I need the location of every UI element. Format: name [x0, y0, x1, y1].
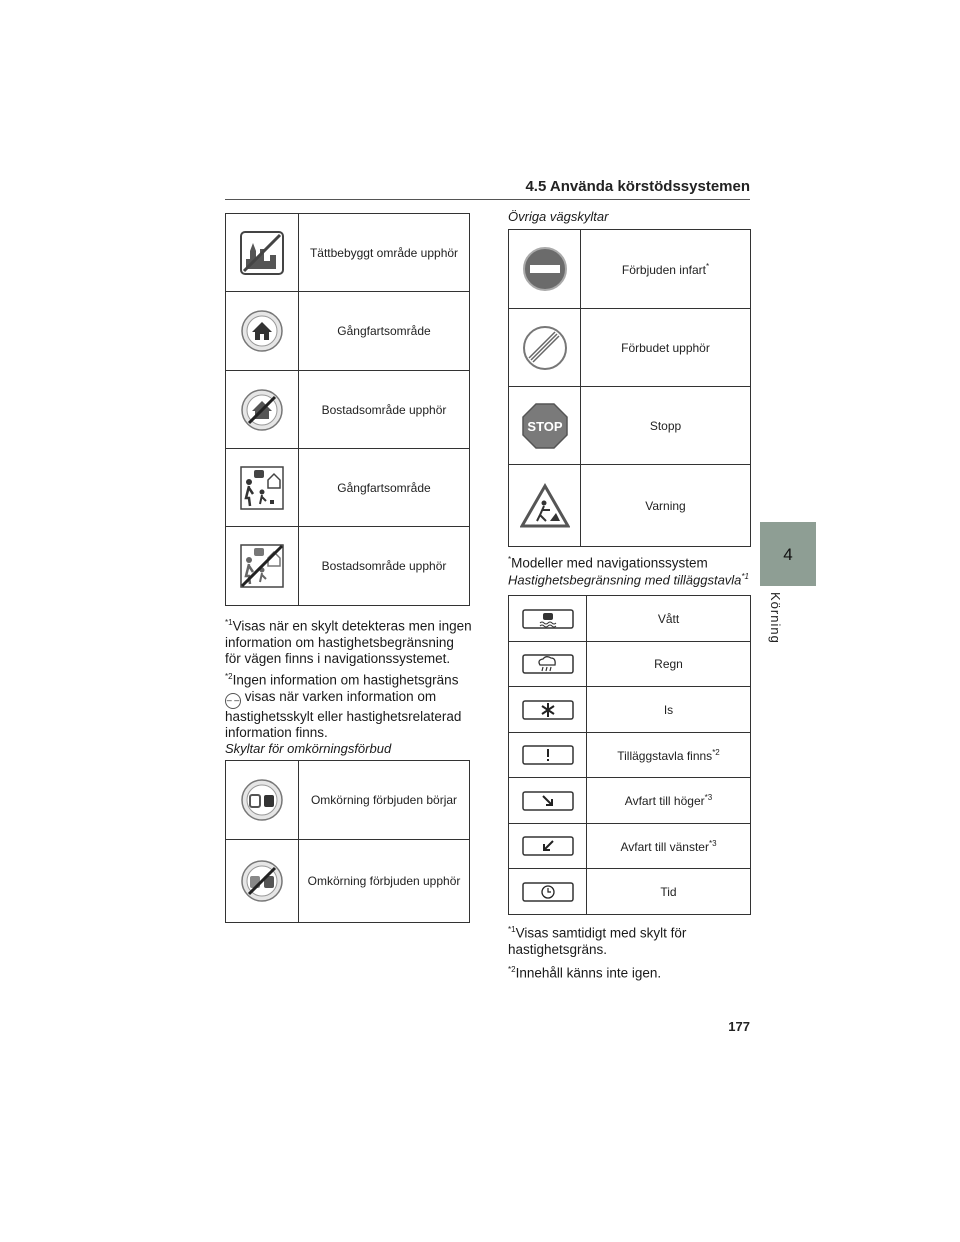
sign-icon-cell: [509, 465, 581, 547]
supplementary-plates-table: [508, 595, 751, 915]
sign-icon-cell: [509, 387, 581, 465]
clock-plate-icon: [522, 882, 574, 902]
navigation-footnote: [508, 552, 758, 572]
sign-icon-cell: [509, 230, 581, 309]
table-row: [226, 761, 470, 840]
sign-icon-cell: [509, 642, 587, 687]
sign-label: Stopp: [581, 387, 751, 465]
footnote-1-right: [508, 922, 758, 958]
sign-icon-cell: [226, 840, 299, 923]
table-row: [509, 687, 751, 733]
header-divider: [225, 199, 750, 200]
sign-label: Regn: [587, 642, 751, 687]
sign-label: Avfart till höger$^{*3}$: [587, 778, 751, 824]
sign-label: Bostadsområde upphör: [299, 371, 470, 449]
wet-road-plate-icon: [522, 609, 574, 629]
footnote-text: Modeller med navigationssystem: [511, 555, 708, 571]
overtaking-section-title: Skyltar för omkörningsförbud: [225, 741, 392, 756]
footnote-mark: *2: [225, 672, 233, 681]
footnote-mark: *2: [508, 965, 516, 974]
sign-label: Tättbebyggt område upphör: [299, 214, 470, 292]
sign-icon-cell: [509, 869, 587, 915]
sign-label: Tid: [587, 869, 751, 915]
sign-icon-cell: [509, 687, 587, 733]
sign-label: Varning: [581, 465, 751, 547]
sign-label: Omkörning förbjuden börjar: [299, 761, 470, 840]
footnote-text: Ingen information om hastighetsgräns: [232, 672, 459, 688]
sign-icon-cell: [509, 778, 587, 824]
footnote-text: Visas när en skylt detekteras men ingen information om hastighetsbegränsning för vägen finns i navigationssystemet.: [225, 618, 472, 666]
table-row: [226, 527, 470, 606]
sign-label: Bostadsområde upphör: [299, 527, 470, 606]
sign-icon-cell: [509, 733, 587, 778]
exit-right-arrow-plate-icon: [522, 791, 574, 811]
page-number: 177: [728, 1019, 750, 1034]
footnote-text: visas när varken information om hastighetsskylt eller hastighetsrelaterad information finns.: [225, 688, 462, 740]
exclamation-plate-icon: [522, 745, 574, 765]
sign-label: Förbjuden infart*: [581, 230, 751, 309]
table-row: [509, 465, 751, 547]
sign-icon-cell: [226, 371, 299, 449]
table-row: [226, 449, 470, 527]
footnote-1-left: [225, 615, 473, 667]
footnote-2-left: [225, 669, 473, 741]
other-signs-table: [508, 229, 751, 547]
sign-icon-cell: [226, 292, 299, 371]
table-row: [509, 309, 751, 387]
table-row: [226, 292, 470, 371]
table-row: [509, 869, 751, 915]
table-row: [509, 733, 751, 778]
footnote-mark: *1: [508, 925, 516, 934]
sign-label: Tilläggstavla finns$^{*2}$: [587, 733, 751, 778]
residential-area-end-crossed-sign-icon: [240, 544, 284, 588]
chapter-tab-label: Körning: [768, 592, 783, 644]
no-overtaking-sign-icon: [240, 778, 284, 822]
rain-plate-icon: [522, 654, 574, 674]
stop-sign-text: STOP: [526, 418, 563, 434]
end-of-restrictions-sign-icon: [522, 325, 568, 371]
table-row: [509, 642, 751, 687]
sign-label: Förbudet upphör: [581, 309, 751, 387]
urban-area-end-sign-icon: [240, 231, 284, 275]
sign-icon-cell: [226, 527, 299, 606]
sign-label: Vått: [587, 596, 751, 642]
walking-speed-zone-sign-icon: [240, 309, 284, 353]
footnote-2-right: [508, 962, 758, 982]
sign-icon-cell: [226, 761, 299, 840]
sign-label: Omkörning förbjuden upphör: [299, 840, 470, 923]
sign-icon-cell: [226, 214, 299, 292]
no-limit-info-icon: – –: [225, 693, 241, 709]
sign-label: Avfart till vänster$^{*3}$: [587, 824, 751, 869]
sign-label: Is: [587, 687, 751, 733]
table-row: [509, 230, 751, 309]
exit-left-arrow-plate-icon: [522, 836, 574, 856]
ice-snowflake-plate-icon: [522, 700, 574, 720]
chapter-tab-number: 4: [783, 545, 793, 564]
table-row: [226, 840, 470, 923]
footnote-text: Innehåll känns inte igen.: [515, 965, 662, 981]
footnote-mark: *: [508, 555, 512, 564]
overtaking-signs-table: [225, 760, 470, 923]
table-row: [226, 214, 470, 292]
sign-label: Gångfartsområde: [299, 449, 470, 527]
area-signs-table: [225, 213, 470, 606]
walking-speed-area-sign-icon: [240, 466, 284, 510]
section-header-title: 4.5 Använda körstödssystemen: [525, 178, 750, 195]
table-row: [509, 596, 751, 642]
sign-icon-cell: [509, 596, 587, 642]
residential-area-end-sign-icon: [240, 388, 284, 432]
stop-sign-icon: [521, 402, 569, 450]
no-entry-sign-icon: [522, 246, 568, 292]
sign-icon-cell: [509, 824, 587, 869]
table-row: [509, 824, 751, 869]
table-row: [509, 778, 751, 824]
end-no-overtaking-sign-icon: [240, 859, 284, 903]
sign-icon-cell: [226, 449, 299, 527]
road-works-warning-sign-icon: [520, 483, 570, 529]
sign-icon-cell: [509, 309, 581, 387]
table-row: [509, 387, 751, 465]
table-row: [226, 371, 470, 449]
other-signs-section-title: Övriga vägskyltar: [508, 209, 609, 224]
footnote-mark: *1: [225, 618, 233, 627]
footnote-text: Visas samtidigt med skylt för hastighetsgräns.: [508, 925, 687, 957]
supplementary-section-title: Hastighetsbegränsning med tilläggstavla$^{*1}$: [508, 572, 749, 588]
sign-label: Gångfartsområde: [299, 292, 470, 371]
